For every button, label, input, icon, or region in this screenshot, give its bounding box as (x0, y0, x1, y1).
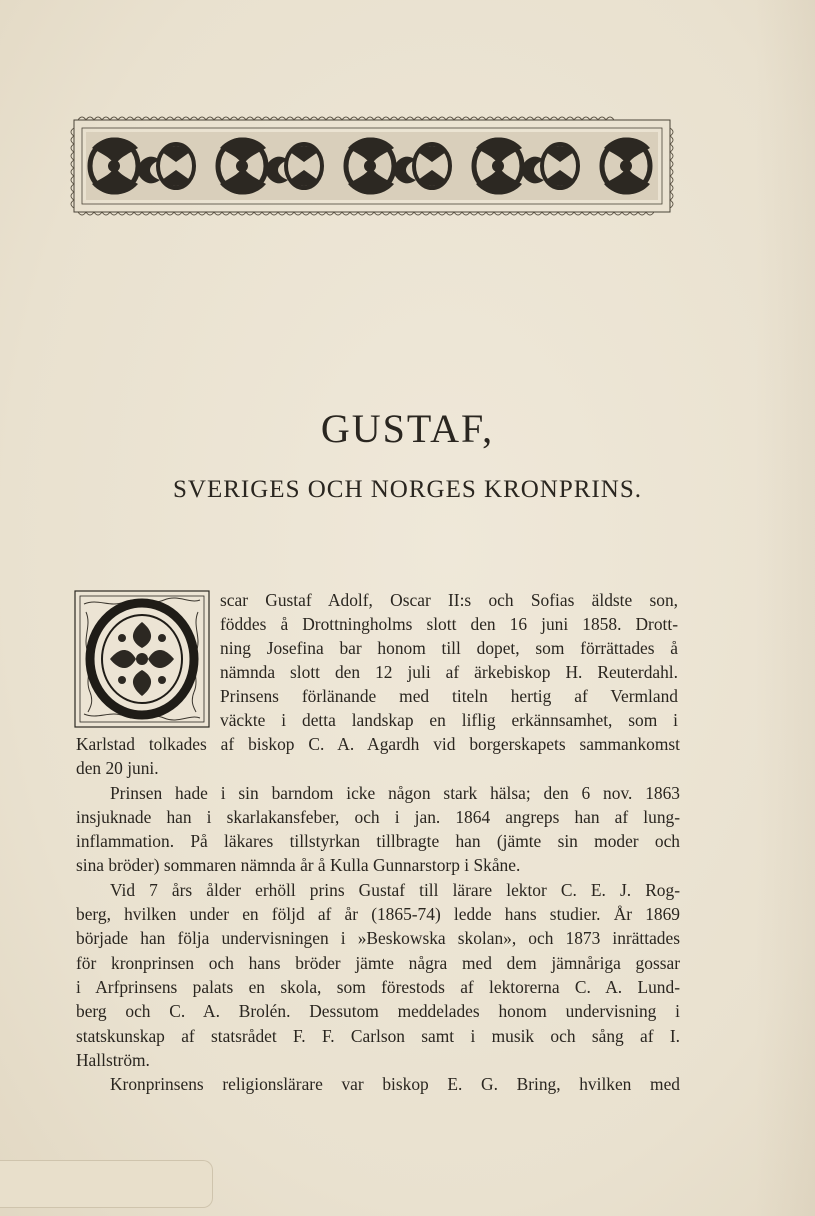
text-line: Kronprinsens religionslärare var biskop E. G. Bring, hvilken med (110, 1074, 680, 1095)
text-line: scar Gustaf Adolf, Oscar II:s och Sofias äldste son, (220, 590, 678, 610)
text-line: berg och C. A. Brolén. Dessutom meddelades honom undervisning i (76, 1001, 680, 1022)
page-subtitle: SVERIGES OCH NORGES KRONPRINS. (173, 476, 642, 503)
text-line: insjuknade han i skarlakansfeber, och i jan. 1864 angreps han af lung- (76, 806, 680, 827)
text-line: började han följa undervisningen i »Beskowska skolan», och 1873 inrättades (76, 928, 680, 949)
text-line: den 20 juni. (76, 758, 159, 779)
text-line: Vid 7 års ålder erhöll prins Gustaf till lärare lektor C. E. J. Rog- (110, 879, 680, 900)
text-line: väckte i detta landskap en liflig erkännsamhet, som i (220, 710, 678, 730)
text-line: föddes å Drottningholms slott den 16 juni 1858. Drott- (220, 614, 678, 634)
text-line: statskunskap af statsrådet F. F. Carlson samt i musik och sång af I. (76, 1025, 680, 1046)
page-edge-tab (0, 1160, 213, 1208)
text-line: nämnda slott den 12 juli af ärkebiskop H. Reuterdahl. (220, 662, 678, 682)
first-paragraph-beside-initial (220, 588, 678, 732)
page-edge-shade (755, 0, 815, 1216)
text-line: Prinsens förlänande med titeln hertig af Vermland (220, 686, 678, 706)
text-line: sina bröder) sommaren nämnda år å Kulla Gunnarstorp i Skåne. (76, 855, 521, 876)
page-title: GUSTAF, (320, 406, 495, 451)
body-text (76, 732, 680, 1096)
text-line: Karlstad tolkades af biskop C. A. Agardh vid borgerskapets sammankomst (76, 734, 680, 754)
text-line: Hallström. (76, 1049, 150, 1070)
text-line: för kronprinsen och hans bröder jämte några med dem jämnåriga gossar (76, 952, 680, 973)
ornamental-header-band (66, 108, 678, 224)
text-line: ning Josefina bar honom till dopet, som förrättades å (220, 638, 678, 658)
text-line: berg, hvilken under en följd af år (1865-74) ledde hans studier. År 1869 (76, 904, 680, 925)
decorated-initial-letter-o (74, 590, 210, 728)
text-line: inflammation. På läkares tillstyrkan tillbragte han (jämte sin moder och (76, 831, 680, 852)
text-line: Prinsen hade i sin barndom icke någon stark hälsa; den 6 nov. 1863 (110, 782, 680, 803)
text-line: i Arfprinsens palats en skola, som förestods af lektorerna C. A. Lund- (76, 976, 680, 997)
